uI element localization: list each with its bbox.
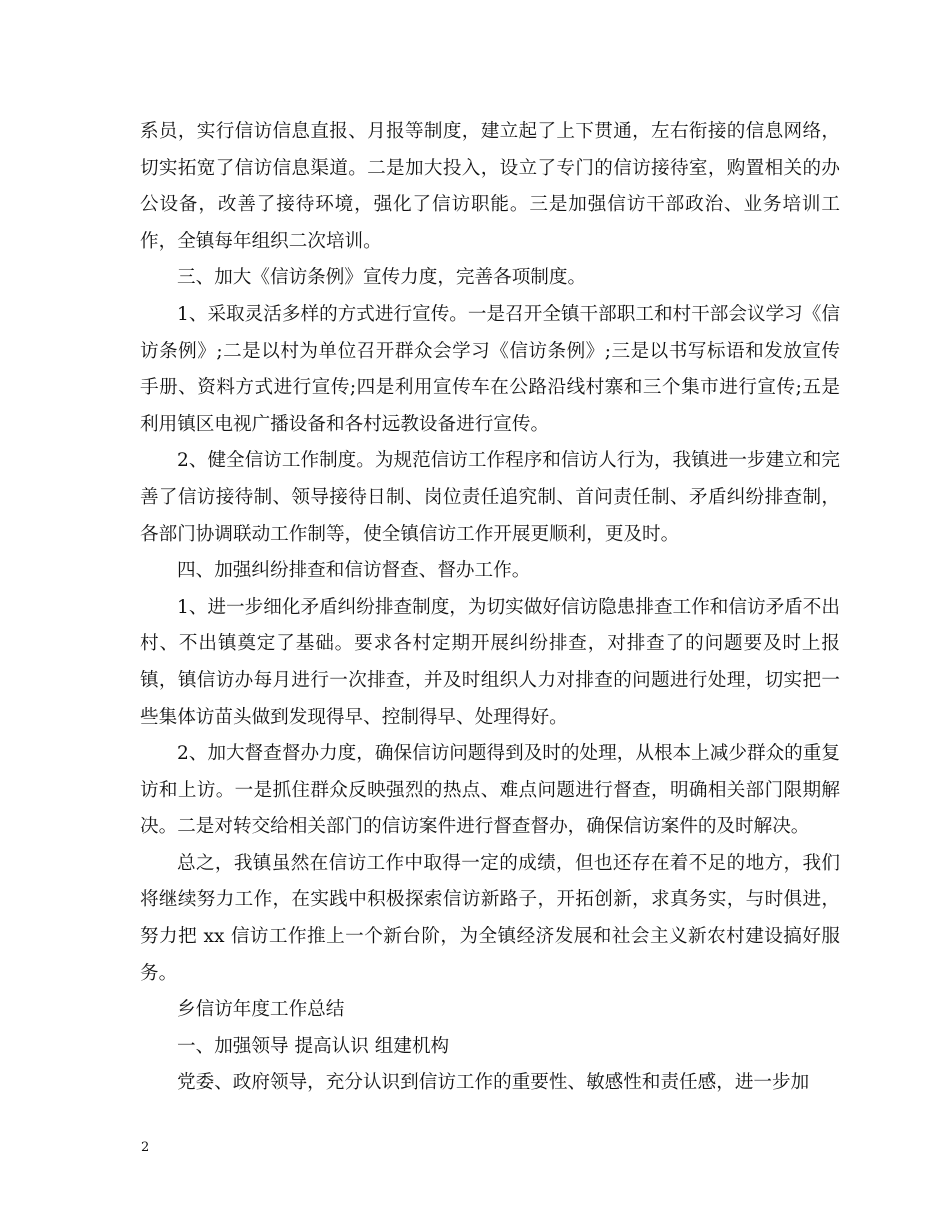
page-number: 2: [141, 1140, 150, 1155]
document-title: 乡信访年度工作总结: [177, 999, 345, 1021]
paragraph: 党委、政府领导，充分认识到信访工作的重要性、敏感性和责任感，进一步加: [177, 1072, 810, 1094]
paragraph: 总之，我镇虽然在信访工作中取得一定的成绩，但也还存在着不足的地方，我们将继续努力工作，在实践中积极探索信访新路子，开拓创新，求真务实，与时俱进，努力把 xx 信访工作推上一个新台阶，为全镇经济发展和社会主义新农村建设搞好服务。: [140, 852, 840, 984]
paragraph: 2、加大督查督办力度，确保信访问题得到及时的处理，从根本上减少群众的重复访和上访。一是抓住群众反映强烈的热点、难点问题进行督查，明确相关部门限期解决。二是对转交给相关部门的信访案件进行督查督办，确保信访案件的及时解决。: [140, 743, 840, 838]
section-heading: 三、加大《信访条例》宣传力度，完善各项制度。: [177, 267, 587, 289]
paragraph: 2、健全信访工作制度。为规范信访工作程序和信访人行为，我镇进一步建立和完善了信访接待制、领导接待日制、岗位责任追究制、首问责任制、矛盾纠纷排查制，各部门协调联动工作制等，使全镇信访工作开展更顺利，更及时。: [140, 450, 840, 545]
paragraph: 系员，实行信访信息直报、月报等制度，建立起了上下贯通，左右衔接的信息网络，切实拓宽了信访信息渠道。二是加大投入，设立了专门的信访接待室，购置相关的办公设备，改善了接待环境，强化了信访职能。三是加强信访干部政治、业务培训工作，全镇每年组织二次培训。: [140, 121, 840, 252]
paragraph: 1、采取灵活多样的方式进行宣传。一是召开全镇干部职工和村干部会议学习《信访条例》;二是以村为单位召开群众会学习《信访条例》;三是以书写标语和发放宣传手册、资料方式进行宣传;四是利用宣传车在公路沿线村寨和三个集市进行宣传;五是利用镇区电视广播设备和各村远教设备进行宣传。: [140, 303, 840, 435]
paragraph: 1、进一步细化矛盾纠纷排查制度，为切实做好信访隐患排查工作和信访矛盾不出村、不出镇奠定了基础。要求各村定期开展纠纷排查，对排查了的问题要及时上报镇，镇信访办每月进行一次排查，并及时组织人力对排查的问题进行处理，切实把一些集体访苗头做到发现得早、控制得早、处理得好。: [140, 596, 840, 728]
section-heading: 一、加强领导 提高认识 组建机构: [177, 1035, 450, 1057]
section-heading: 四、加强纠纷排查和信访督查、督办工作。: [177, 560, 531, 582]
document-body: [140, 114, 840, 1102]
